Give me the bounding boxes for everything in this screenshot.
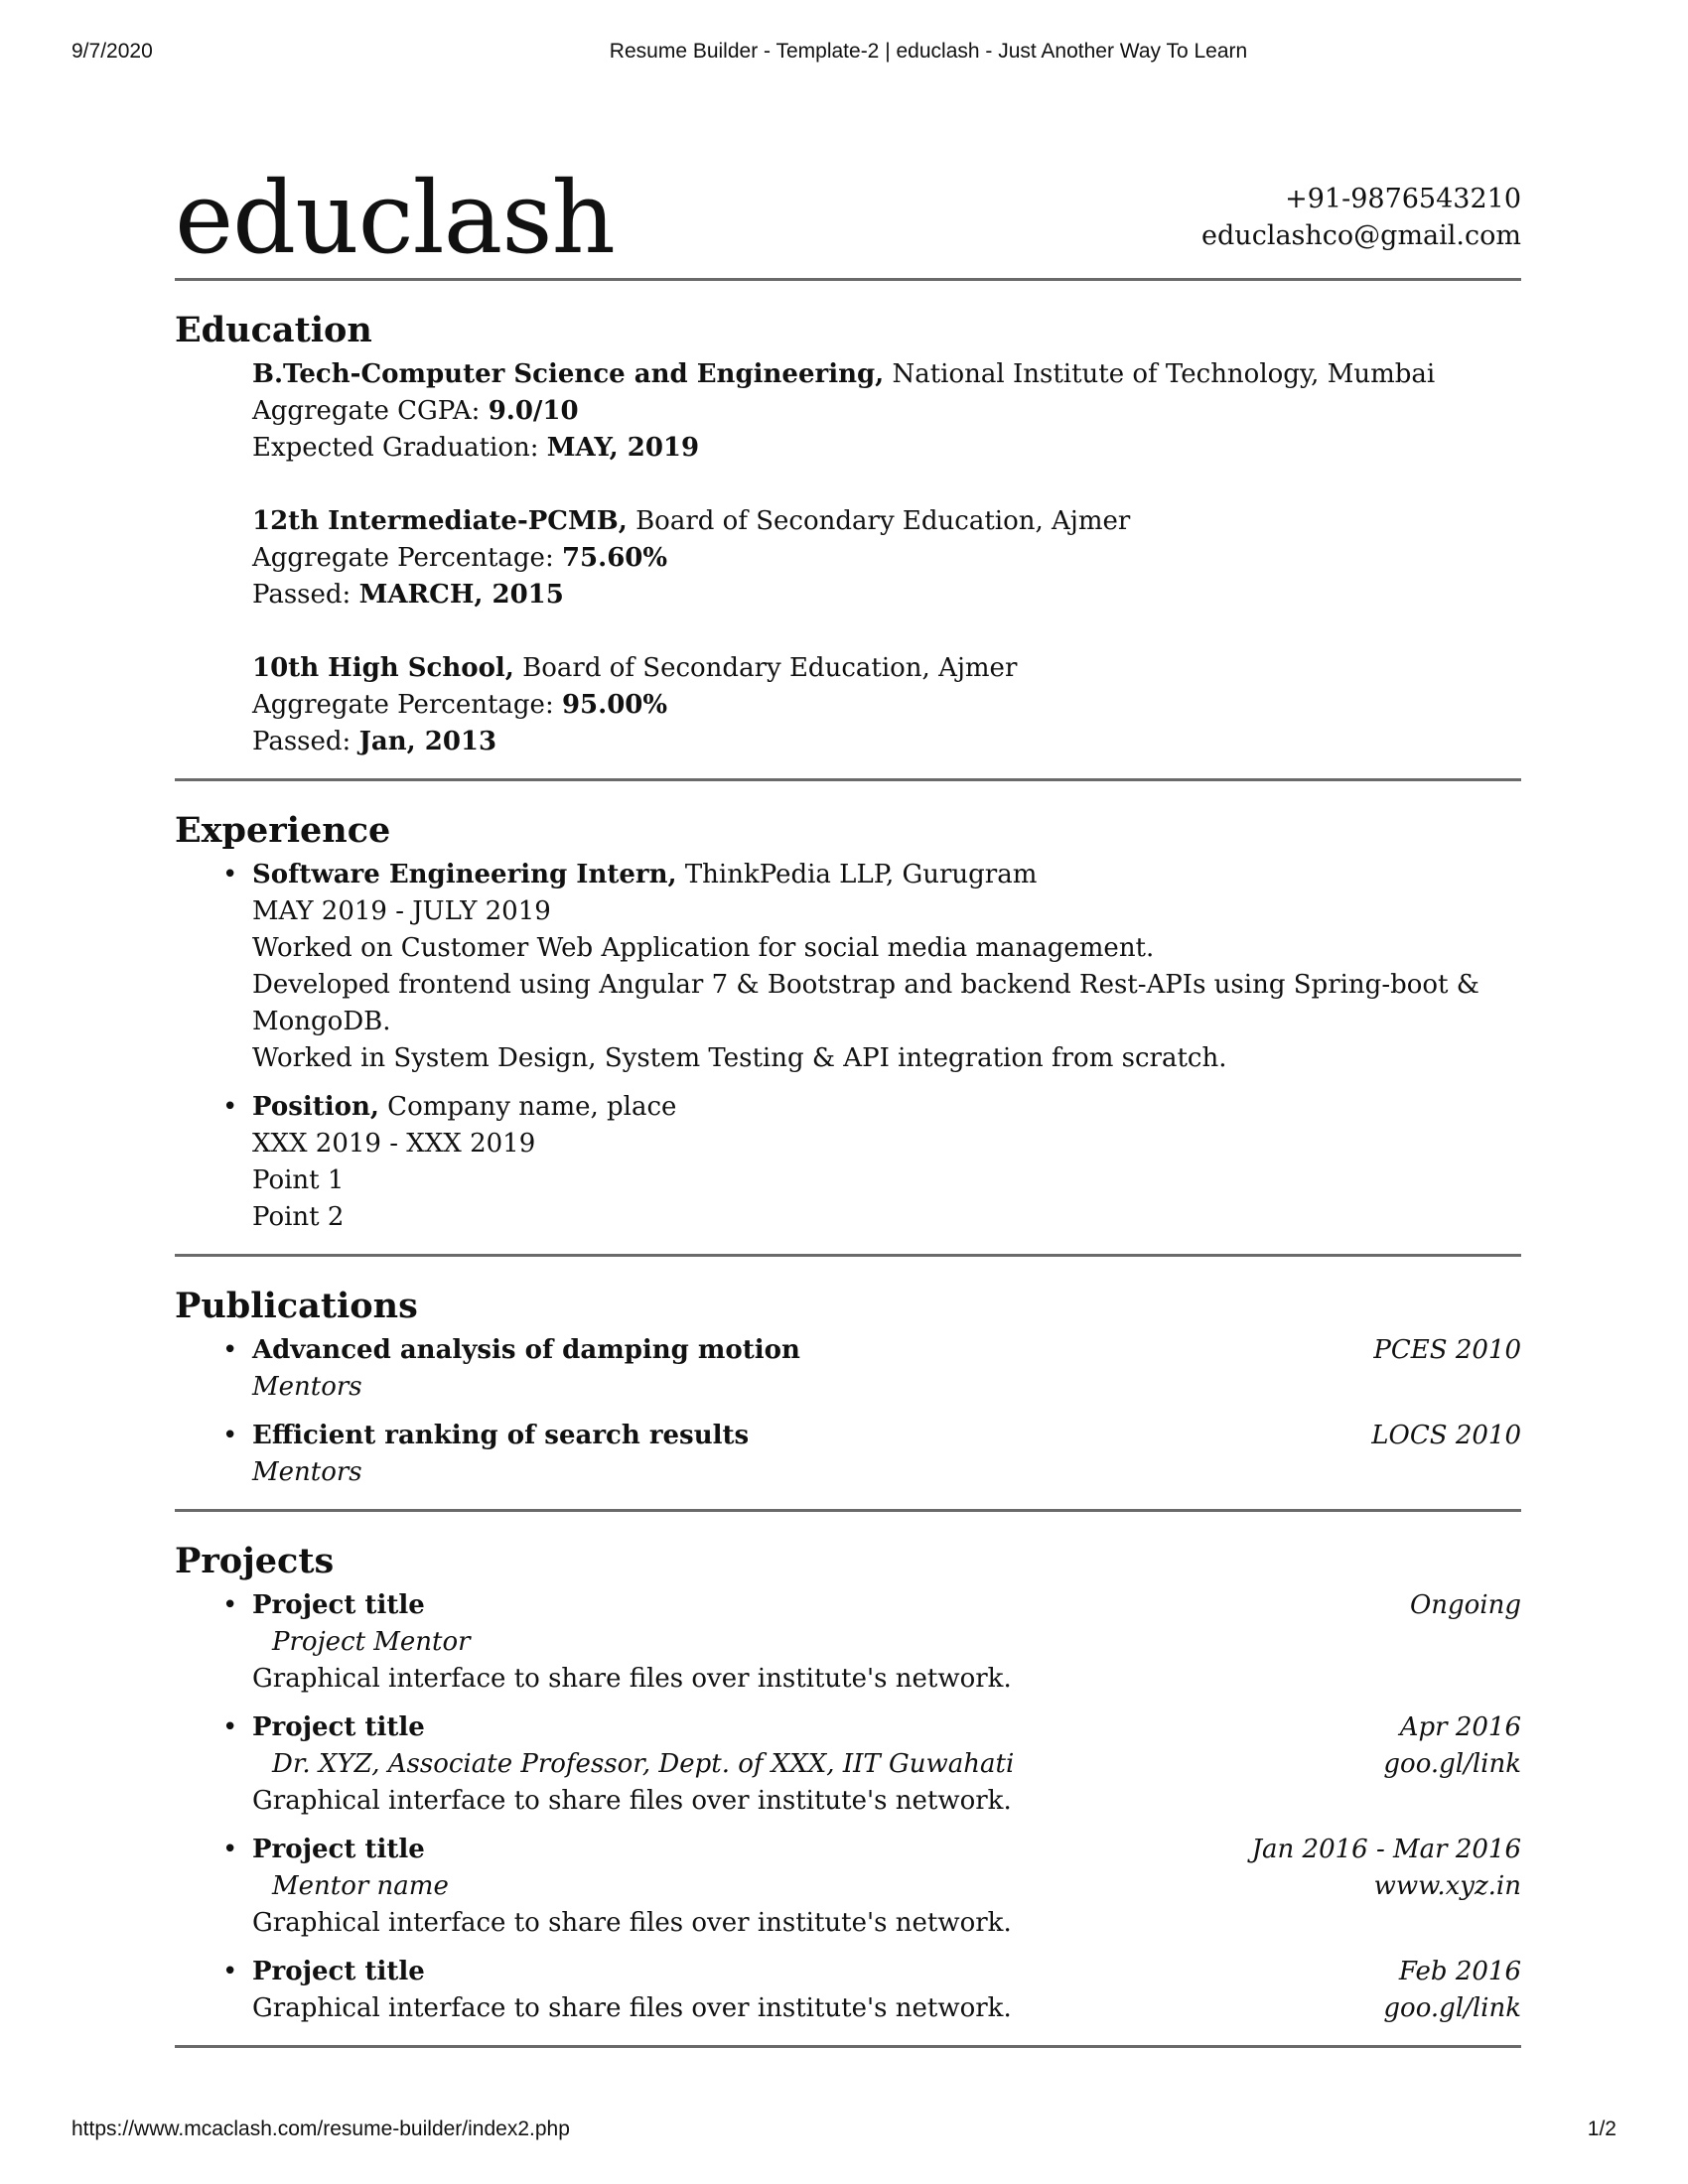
- project-item: [175, 1587, 1521, 1698]
- institute: Board of Secondary Education, Ajmer: [513, 653, 1018, 683]
- bullet-icon: •: [222, 1712, 238, 1742]
- project-item: [175, 1954, 1521, 2027]
- bullet-icon: •: [222, 1957, 238, 1986]
- section-title: Projects: [175, 1541, 335, 1581]
- print-date: 9/7/2020: [71, 40, 153, 63]
- education-list: [252, 356, 1521, 760]
- experience-point: Worked in System Design, System Testing & API integration from scratch.: [252, 1043, 1227, 1073]
- score-label: Aggregate CGPA:: [252, 396, 489, 426]
- project-date: Apr 2016: [1399, 1712, 1521, 1742]
- bullet-icon: •: [222, 1092, 238, 1122]
- publications-list: [175, 1332, 1521, 1491]
- project-description: Graphical interface to share files over institute's network.: [252, 1908, 1012, 1938]
- publication-venue: LOCS 2010: [1371, 1421, 1521, 1450]
- date: MAY, 2019: [546, 433, 700, 463]
- bullet-icon: •: [222, 1590, 238, 1620]
- institute: National Institute of Technology, Mumbai: [884, 359, 1436, 389]
- score: 95.00%: [561, 690, 668, 720]
- projects-section: [175, 1540, 1521, 2048]
- project-description: Graphical interface to share files over institute's network.: [252, 1664, 1012, 1694]
- dates: XXX 2019 - XXX 2019: [252, 1129, 536, 1159]
- page-url: https://www.mcaclash.com/resume-builder/index2.php: [71, 2117, 570, 2140]
- project-description: Graphical interface to share files over institute's network.: [252, 1993, 1012, 2023]
- experience-section: [175, 809, 1521, 1257]
- print-header: [0, 40, 1688, 69]
- project-date: Feb 2016: [1398, 1957, 1521, 1986]
- project-link[interactable]: goo.gl/link: [1383, 1993, 1521, 2023]
- score-label: Aggregate Percentage:: [252, 543, 562, 573]
- resume: [175, 159, 1521, 2048]
- print-footer: [0, 2117, 1688, 2147]
- position: Software Engineering Intern,: [252, 860, 677, 889]
- company: ThinkPedia LLP, Gurugram: [676, 860, 1038, 889]
- experience-point: Point 2: [252, 1202, 345, 1232]
- project-link[interactable]: www.xyz.in: [1373, 1871, 1521, 1901]
- position: Position,: [252, 1092, 379, 1122]
- date: MARCH, 2015: [358, 580, 564, 610]
- page-number: 1/2: [1587, 2117, 1617, 2140]
- degree: B.Tech-Computer Science and Engineering,: [252, 359, 885, 389]
- bullet-icon: •: [222, 1335, 238, 1365]
- date: Jan, 2013: [358, 727, 497, 756]
- education-item: [252, 356, 1521, 467]
- publication-authors: Mentors: [252, 1372, 362, 1402]
- score: 9.0/10: [488, 396, 579, 426]
- contact-info: [1201, 181, 1521, 254]
- experience-point: Worked on Customer Web Application for social media management.: [252, 933, 1155, 963]
- experience-point: Point 1: [252, 1165, 345, 1195]
- project-title: Project title: [252, 1957, 425, 1986]
- resume-masthead: [175, 159, 1521, 281]
- experience-list: [175, 857, 1521, 1236]
- project-date: Jan 2016 - Mar 2016: [1251, 1835, 1521, 1864]
- experience-item: [175, 1089, 1521, 1236]
- project-description: Graphical interface to share files over institute's network.: [252, 1786, 1012, 1816]
- publication-item: [175, 1332, 1521, 1406]
- project-item: [175, 1832, 1521, 1942]
- publications-section: [175, 1285, 1521, 1512]
- project-title: Project title: [252, 1590, 425, 1620]
- publication-title: Advanced analysis of damping motion: [252, 1335, 800, 1365]
- publication-item: [175, 1418, 1521, 1491]
- degree: 12th Intermediate-PCMB,: [252, 506, 628, 536]
- project-date: Ongoing: [1409, 1590, 1521, 1620]
- experience-item: [175, 857, 1521, 1077]
- email-address: educlashco@gmail.com: [1201, 220, 1521, 251]
- publication-authors: Mentors: [252, 1457, 362, 1487]
- date-label: Expected Graduation:: [252, 433, 547, 463]
- bullet-icon: •: [222, 860, 238, 889]
- date-label: Passed:: [252, 580, 359, 610]
- bullet-icon: •: [222, 1421, 238, 1450]
- project-item: [175, 1709, 1521, 1820]
- dates: MAY 2019 - JULY 2019: [252, 896, 551, 926]
- section-title: Education: [175, 310, 372, 350]
- score-label: Aggregate Percentage:: [252, 690, 562, 720]
- score: 75.60%: [561, 543, 668, 573]
- project-title: Project title: [252, 1712, 425, 1742]
- publication-venue: PCES 2010: [1373, 1335, 1521, 1365]
- projects-list: [175, 1587, 1521, 2027]
- project-mentor: Project Mentor: [272, 1627, 471, 1657]
- degree: 10th High School,: [252, 653, 514, 683]
- section-title: Experience: [175, 810, 391, 851]
- publication-title: Efficient ranking of search results: [252, 1421, 750, 1450]
- education-item: [252, 503, 1521, 614]
- phone-number: +91-9876543210: [1285, 184, 1521, 214]
- project-title: Project title: [252, 1835, 425, 1864]
- project-mentor: Mentor name: [272, 1871, 449, 1901]
- candidate-name: educlash: [175, 160, 615, 276]
- bullet-icon: •: [222, 1835, 238, 1864]
- date-label: Passed:: [252, 727, 359, 756]
- institute: Board of Secondary Education, Ajmer: [627, 506, 1131, 536]
- section-title: Publications: [175, 1286, 418, 1326]
- education-item: [252, 650, 1521, 760]
- experience-point: Developed frontend using Angular 7 & Bootstrap and backend Rest-APIs using Spring-boot & MongoDB.: [252, 970, 1479, 1036]
- print-page-title: Resume Builder - Template-2 | educlash - Just Another Way To Learn: [609, 40, 1248, 63]
- company: Company name, place: [378, 1092, 677, 1122]
- education-section: [175, 309, 1521, 781]
- project-mentor: Dr. XYZ, Associate Professor, Dept. of XXX, IIT Guwahati: [272, 1749, 1015, 1779]
- project-link[interactable]: goo.gl/link: [1383, 1749, 1521, 1779]
